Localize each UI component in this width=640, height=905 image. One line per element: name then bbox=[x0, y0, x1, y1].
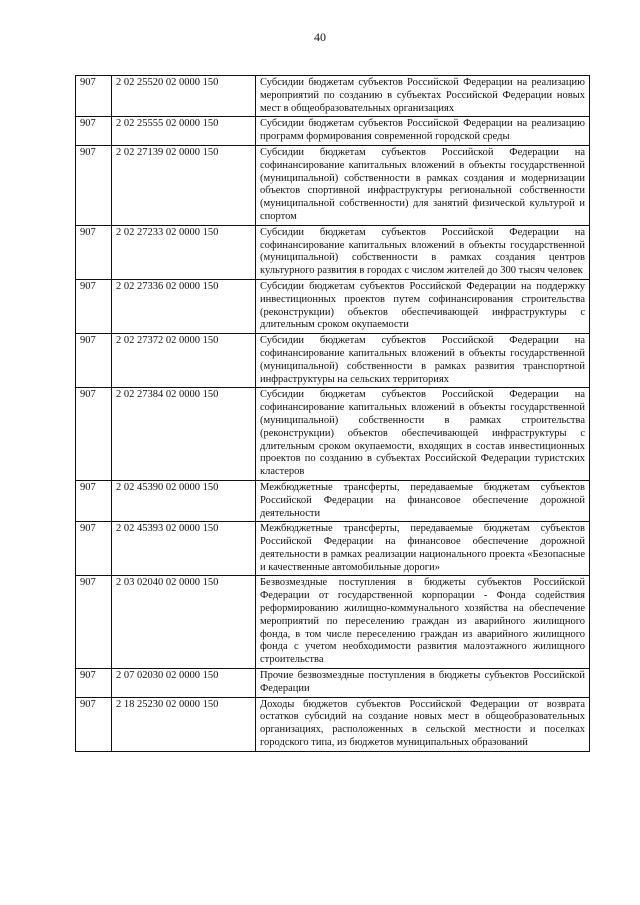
description-cell: Субсидии бюджетам субъектов Российской Федерации на реализацию мероприятий по созданию в субъектах Российской Федерации новых мест в общеобразовательных организациях bbox=[256, 76, 590, 117]
budget-code-cell: 2 02 45393 02 0000 150 bbox=[112, 522, 256, 576]
table-row bbox=[76, 576, 590, 669]
table-row bbox=[76, 76, 590, 117]
description-cell: Субсидии бюджетам субъектов Российской Федерации на софинансирование капитальных вложений в объекты государственной (муниципальной) собственности в рамках создания и модернизации объектов спортивной инфраструктуры региональной собственности (муниципальной собственности) для занятий физической культурой и спортом bbox=[256, 145, 590, 225]
budget-code-cell: 2 02 27336 02 0000 150 bbox=[112, 279, 256, 333]
budget-code-cell: 2 02 27384 02 0000 150 bbox=[112, 388, 256, 481]
admin-code-cell: 907 bbox=[76, 225, 112, 279]
admin-code-cell: 907 bbox=[76, 388, 112, 481]
budget-code-cell: 2 03 02040 02 0000 150 bbox=[112, 576, 256, 669]
admin-code-cell: 907 bbox=[76, 76, 112, 117]
description-cell: Безвозмездные поступления в бюджеты субъектов Российской Федерации от государственной корпорации - Фонда содействия реформированию жилищно-коммунального хозяйства на обеспечение мероприятий по переселению граждан из аварийного жилищного фонда, в том числе переселению граждан из аварийного жилищного фонда с учетом необходимости развития малоэтажного жилищного строительства bbox=[256, 576, 590, 669]
admin-code-cell: 907 bbox=[76, 279, 112, 333]
budget-codes-table bbox=[75, 75, 590, 752]
description-cell: Доходы бюджетов субъектов Российской Федерации от возврата остатков субсидий на создание новых мест в общеобразовательных организациях, расположенных в сельской местности и поселках городского типа, из бюджетов муниципальных образований bbox=[256, 697, 590, 751]
table-row bbox=[76, 697, 590, 751]
description-cell: Межбюджетные трансферты, передаваемые бюджетам субъектов Российской Федерации на финансовое обеспечение дорожной деятельности в рамках реализации национального проекта «Безопасные и качественные автомобильные дороги» bbox=[256, 522, 590, 576]
description-cell: Субсидии бюджетам субъектов Российской Федерации на софинансирование капитальных вложений в объекты государственной (муниципальной) собственности в рамках создания центров культурного развития в городах с числом жителей до 300 тысяч человек bbox=[256, 225, 590, 279]
admin-code-cell: 907 bbox=[76, 117, 112, 146]
admin-code-cell: 907 bbox=[76, 669, 112, 698]
budget-code-cell: 2 02 45390 02 0000 150 bbox=[112, 480, 256, 521]
table-row bbox=[76, 522, 590, 576]
budget-code-cell: 2 02 27139 02 0000 150 bbox=[112, 145, 256, 225]
admin-code-cell: 907 bbox=[76, 576, 112, 669]
admin-code-cell: 907 bbox=[76, 145, 112, 225]
admin-code-cell: 907 bbox=[76, 697, 112, 751]
admin-code-cell: 907 bbox=[76, 334, 112, 388]
admin-code-cell: 907 bbox=[76, 480, 112, 521]
description-cell: Межбюджетные трансферты, передаваемые бюджетам субъектов Российской Федерации на финансовое обеспечение дорожной деятельности bbox=[256, 480, 590, 521]
table-row bbox=[76, 117, 590, 146]
table-row bbox=[76, 145, 590, 225]
budget-code-cell: 2 02 27233 02 0000 150 bbox=[112, 225, 256, 279]
description-cell: Субсидии бюджетам субъектов Российской Федерации на софинансирование капитальных вложений в объекты государственной (муниципальной) собственности в рамках развития транспортной инфраструктуры на сельских территориях bbox=[256, 334, 590, 388]
budget-code-cell: 2 02 25520 02 0000 150 bbox=[112, 76, 256, 117]
description-cell: Прочие безвозмездные поступления в бюджеты субъектов Российской Федерации bbox=[256, 669, 590, 698]
page-number: 40 bbox=[314, 30, 326, 44]
admin-code-cell: 907 bbox=[76, 522, 112, 576]
table-row bbox=[76, 334, 590, 388]
table-row bbox=[76, 388, 590, 481]
table-row bbox=[76, 669, 590, 698]
budget-code-cell: 2 18 25230 02 0000 150 bbox=[112, 697, 256, 751]
budget-code-cell: 2 07 02030 02 0000 150 bbox=[112, 669, 256, 698]
table-row bbox=[76, 480, 590, 521]
description-cell: Субсидии бюджетам субъектов Российской Федерации на поддержку инвестиционных проектов путем софинансирования строительства (реконструкции) объектов обеспечивающей инфраструктуры с длительным сроком окупаемости bbox=[256, 279, 590, 333]
budget-code-cell: 2 02 27372 02 0000 150 bbox=[112, 334, 256, 388]
description-cell: Субсидии бюджетам субъектов Российской Федерации на софинансирование капитальных вложений в объекты государственной (муниципальной) собственности в рамках строительства (реконструкции) объектов обеспечивающей инфраструктуры с длительным сроком окупаемости, входящих в состав инвестиционных проектов по созданию в субъектах Российской Федерации туристских кластеров bbox=[256, 388, 590, 481]
description-cell: Субсидии бюджетам субъектов Российской Федерации на реализацию программ формирования современной городской среды bbox=[256, 117, 590, 146]
table-row bbox=[76, 279, 590, 333]
budget-code-cell: 2 02 25555 02 0000 150 bbox=[112, 117, 256, 146]
table-row bbox=[76, 225, 590, 279]
